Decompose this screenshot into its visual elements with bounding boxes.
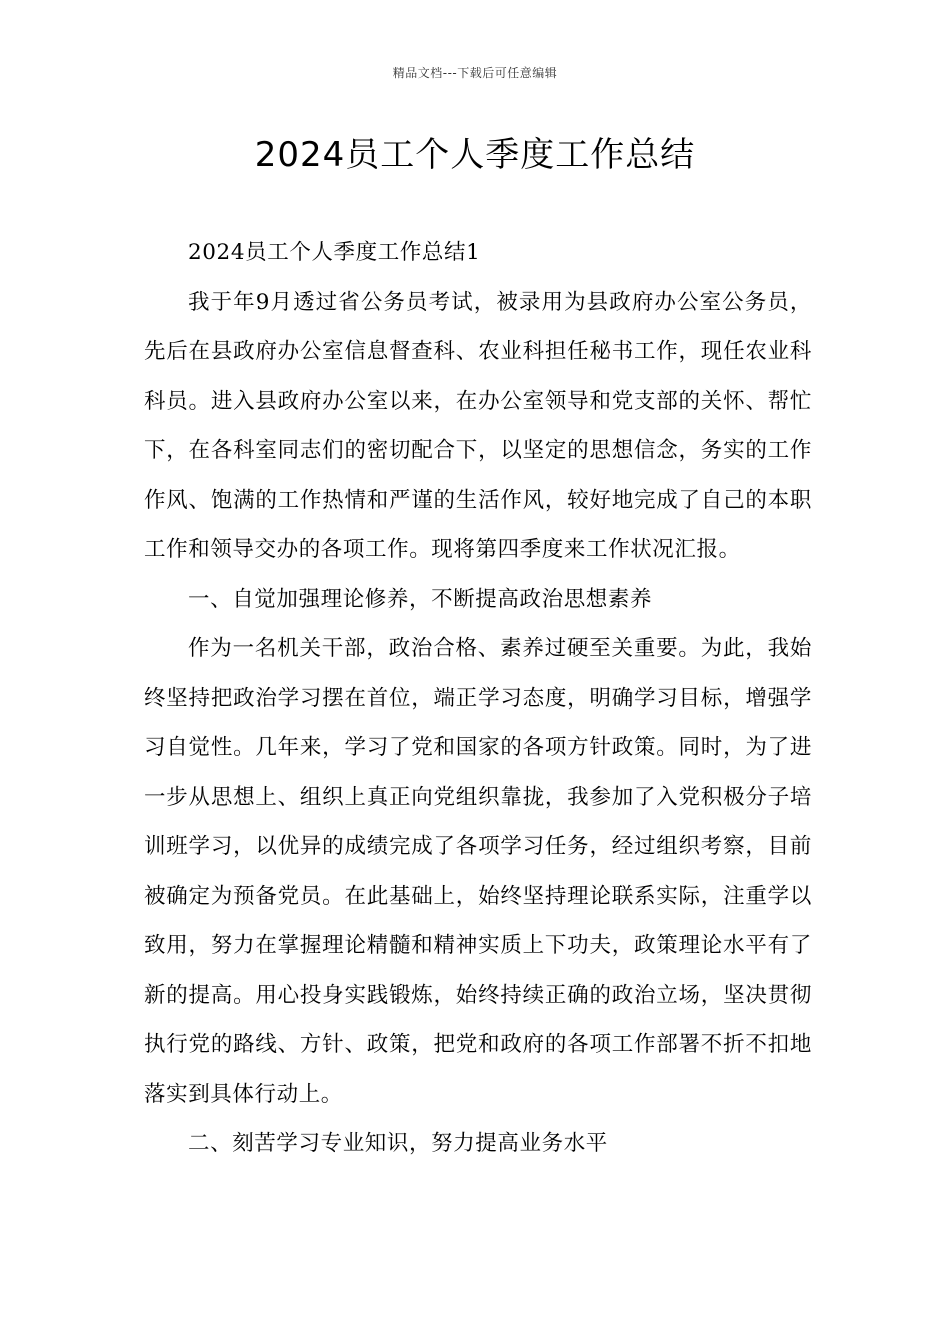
section-1-paragraph: 作为一名机关干部，政治合格、素养过硬至关重要。为此，我始终坚持把政治学习摆在首位，端正学习态度，明确学习目标，增强学习自觉性。几年来，学习了党和国家的各项方针政策。同时，为了进一步从思想上、组织上真正向党组织靠拢，我参加了入党积极分子培训班学习，以优异的成绩完成了各项学习任务，经过组织考察，目前被确定为预备党员。在此基础上，始终坚持理论联系实际，注重学以致用，努力在掌握理论精髓和精神实质上下功夫，政策理论水平有了新的提高。用心投身实践锻炼，始终持续正确的政治立场，坚决贯彻执行党的路线、方针、政策，把党和政府的各项工作部署不折不扣地落实到具体行动上。 — [144, 636, 812, 1107]
section-heading-2: 二、刻苦学习专业知识，努力提高业务水平 — [188, 1131, 608, 1156]
intro-paragraph: 我于年9月透过省公务员考试，被录用为县政府办公室公务员，先后在县政府办公室信息督查科、农业科担任秘书工作，现任农业科科员。进入县政府办公室以来，在办公室领导和党支部的关怀、帮忙下，在各科室同志们的密切配合下，以坚定的思想信念，务实的工作作风、饱满的工作热情和严谨的生活作风，较好地完成了自己的本职工作和领导交办的各项工作。现将第四季度来工作状况汇报。 — [144, 289, 812, 562]
section-heading-1: 一、自觉加强理论修养，不断提高政治思想素养 — [188, 586, 653, 612]
document-title: 2024员工个人季度工作总结 — [254, 135, 696, 175]
document-body — [144, 228, 812, 1169]
subtitle-paragraph: 2024员工个人季度工作总结1 — [188, 240, 481, 265]
header-note: 精品文档---下载后可任意编辑 — [392, 66, 558, 80]
